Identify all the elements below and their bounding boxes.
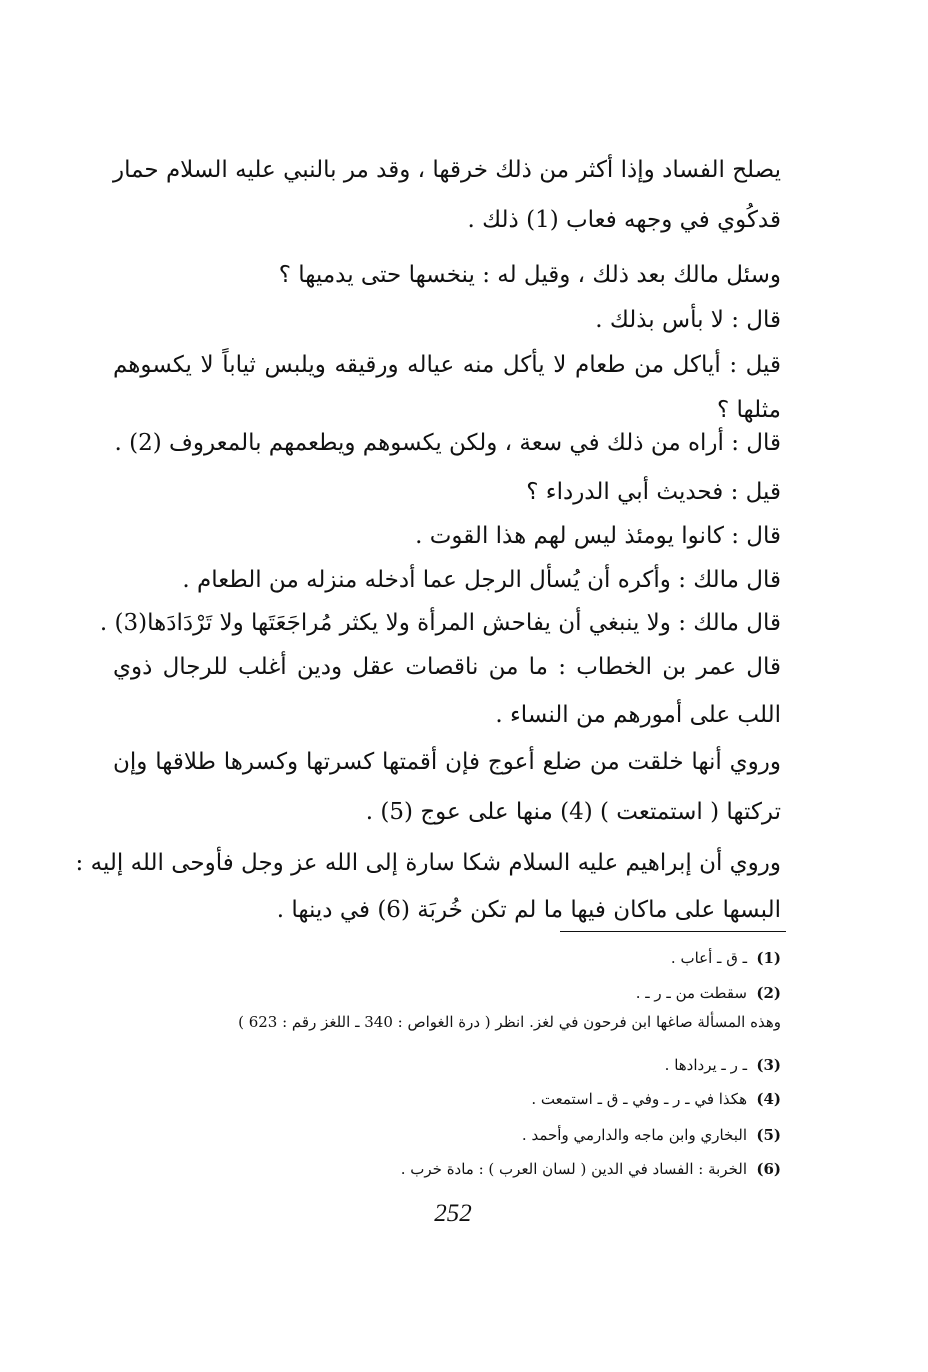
footnote-number: (3) <box>756 1056 781 1074</box>
body-line: قال عمر بن الخطاب : ما من ناقصات عقل ودين أغلب للرجال ذوي <box>113 654 781 680</box>
body-line: قدكُوي في وجهه فعاب (1) ذلك . <box>467 207 781 233</box>
body-line: مثلها ؟ <box>716 397 781 423</box>
body-line: وسئل مالك بعد ذلك ، وقيل له : ينخسها حتى يدميها ؟ <box>278 262 781 288</box>
body-line: وروي أن إبراهيم عليه السلام شكا سارة إلى الله عز وجل فأوحى الله إليه : <box>75 850 781 876</box>
body-line: يصلح الفساد وإذا أكثر من ذلك خرقها ، وقد مر بالنبي عليه السلام حمار <box>113 157 781 183</box>
footnote-separator <box>560 931 786 932</box>
footnote-text: البخاري وابن ماجه والدارمي وأحمد . <box>521 1126 747 1144</box>
footnote-text: ـ ر ـ يردادها . <box>664 1056 747 1074</box>
footnote <box>665 1055 781 1075</box>
footnote-text: هكذا في ـ ر ـ وفي ـ ق ـ استمعت . <box>531 1090 747 1108</box>
footnote <box>671 948 781 968</box>
footnote-number: (6) <box>756 1160 781 1178</box>
page-number: 252 <box>434 1200 472 1227</box>
footnote-text: الخربة : الفساد في الدين ( لسان العرب ) : مادة خرب . <box>400 1160 747 1178</box>
body-line: قال : لا بأس بذلك . <box>595 307 781 333</box>
body-line: قال مالك : ولا ينبغي أن يفاحش المرأة ولا يكثر مُراجَعَتَها ولا تَرْدَادَها(3) . <box>99 610 781 636</box>
footnote-number: (5) <box>756 1126 781 1144</box>
body-line: قال : كانوا يومئذ ليس لهم هذا القوت . <box>415 523 781 549</box>
footnote-number: (4) <box>756 1090 781 1108</box>
footnote <box>531 1089 781 1109</box>
footnote-text: سقطت من ـ ر ـ . <box>635 984 747 1002</box>
body-line: قال مالك : وأكره أن يُسأل الرجل عما أدخله منزله من الطعام . <box>182 567 781 593</box>
body-line: وروي أنها خلقت من ضلع أعوج فإن أقمتها كسرتها وكسرها طلاقها وإن <box>113 749 781 775</box>
footnote <box>636 983 781 1003</box>
body-line: قال : أراه من ذلك في سعة ، ولكن يكسوهم ويطعمهم بالمعروف (2) . <box>114 430 781 456</box>
footnote-text: ـ ق ـ أعاب . <box>670 949 747 967</box>
footnote-number: (1) <box>756 949 781 967</box>
body-line: اللب على أمورهم من النساء . <box>495 702 781 728</box>
footnote-text: وهذه المسألة صاغها ابن فرحون في لغز. انظر ( درة الغواص : 340 ـ اللغز رقم : 623 ) <box>238 1013 781 1031</box>
footnote <box>238 1012 781 1032</box>
body-line: قيل : فحديث أبي الدرداء ؟ <box>526 479 781 505</box>
body-line: تركتها ( استمتعت ) (4) منها على عوج (5) . <box>365 799 781 825</box>
body-line: قيل : أياكل من طعام لا يأكل منه عياله ورقيقه ويلبس ثياباً لا يكسوهم <box>113 352 781 378</box>
footnote <box>401 1159 781 1179</box>
footnote <box>522 1125 781 1145</box>
footnote-number: (2) <box>756 984 781 1002</box>
body-line: البسها على ماكان فيها ما لم تكن خُربَة (6) في دينها . <box>276 897 781 923</box>
